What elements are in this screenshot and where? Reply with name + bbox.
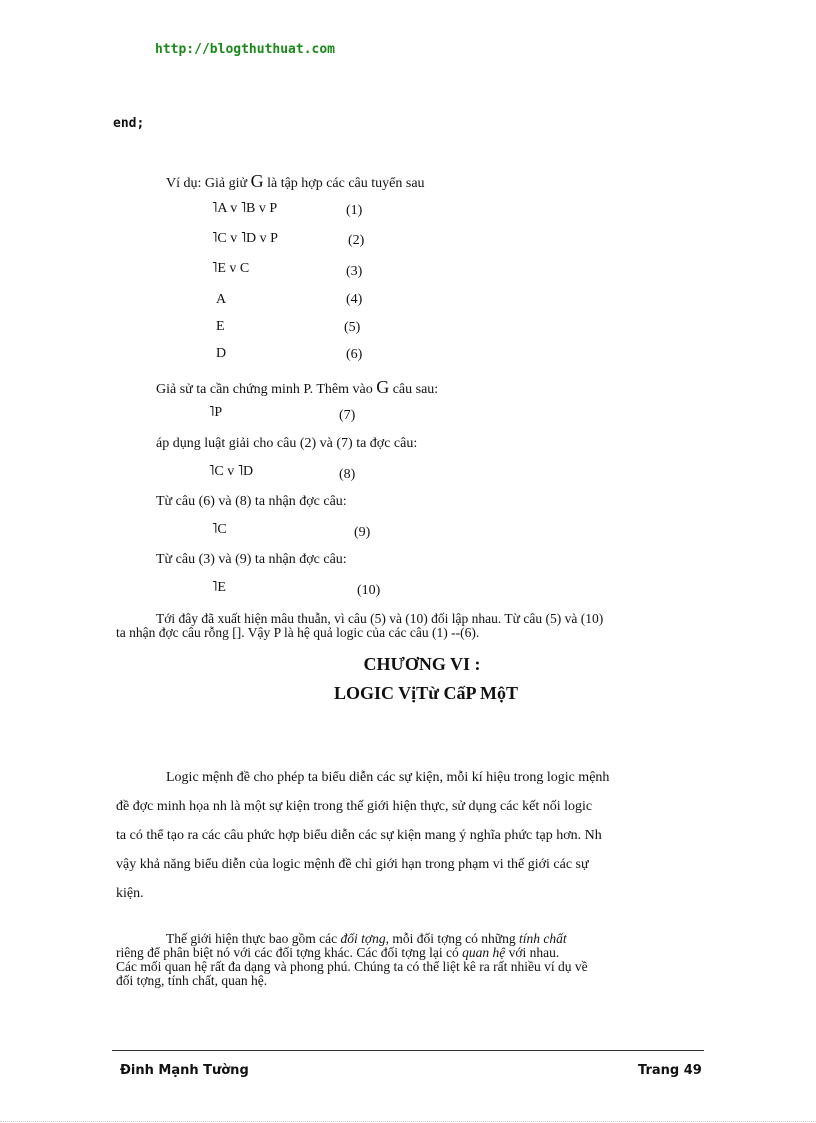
code-end-statement: end; — [113, 116, 145, 131]
example-intro-tail: là tập hợp các câu tuyển sau — [267, 176, 425, 191]
step-7: ˥P — [209, 405, 223, 420]
proof-line-2: áp dụng luật giải cho câu (2) và (7) ta đợc câu: — [156, 436, 418, 451]
proof-line-3: Từ câu (6) và (8) ta nhận đợc câu: — [156, 494, 347, 509]
paragraph-2-text: , mỗi đối tợng có những — [385, 931, 516, 946]
step-9-label: (9) — [354, 525, 371, 540]
clause-3-label: (3) — [346, 264, 363, 279]
clause-4-label: (4) — [346, 292, 363, 307]
clause-3: ˥E v C — [212, 261, 250, 276]
step-8-label: (8) — [339, 467, 356, 482]
step-7-label: (7) — [339, 408, 356, 423]
footer-author: Đinh Mạnh Tường — [120, 1063, 249, 1078]
example-intro-text: Ví dụ: Giả giử — [166, 176, 248, 191]
conclusion-line-1: Tới đây đã xuất hiện mâu thuẫn, vì câu (5) và (10) đối lập nhau. Từ câu (5) và (10) — [156, 611, 604, 626]
set-g-symbol: G — [250, 171, 264, 191]
step-10-label: (10) — [357, 583, 381, 598]
conclusion-line-2: ta nhận đợc câu rỗng []. Vậy P là hệ quả logic của các câu (1) --(6). — [116, 625, 480, 640]
paragraph-2-text: Thế giới hiện thực bao gồm các — [166, 931, 338, 946]
proof-line-1-tail: câu sau: — [392, 382, 439, 397]
clause-4: A — [216, 292, 227, 307]
term-relations: quan hệ — [462, 945, 506, 960]
chapter-title: LOGIC VịTừ CấP MộT — [334, 683, 518, 703]
proof-line-4: Từ câu (3) và (9) ta nhận đợc câu: — [156, 552, 347, 567]
footer-page-number: Trang 49 — [638, 1063, 702, 1078]
proof-line-1-text: Giả sử ta cần chứng minh P. Thêm vào — [156, 382, 373, 397]
step-8: ˥C v ˥D — [209, 464, 254, 479]
footer-divider — [112, 1050, 704, 1051]
clause-2: ˥C v ˥D v P — [212, 231, 278, 246]
paragraph-1-line-2: đề đợc minh họa nh là một sự kiện trong thế giới hiện thực, sử dụng các kết nối logic — [116, 799, 593, 814]
clause-1-label: (1) — [346, 203, 363, 218]
clause-5: E — [216, 319, 225, 334]
chapter-number: CHƯƠNG VI : — [363, 654, 481, 674]
page-bottom-edge — [0, 1121, 816, 1122]
term-objects: đối tợng — [340, 931, 386, 946]
paragraph-1-line-3: ta có thể tạo ra các câu phức hợp biểu diễn các sự kiện mang ý nghĩa phức tạp hơn. Nh — [116, 828, 602, 843]
paragraph-2-text: với nhau. — [508, 945, 560, 960]
paragraph-1-line-4: vậy khả năng biểu diễn của logic mệnh đề chỉ giới hạn trong phạm vi thế giới các sự — [116, 857, 589, 872]
set-g-symbol: G — [376, 377, 390, 397]
paragraph-2-line-4: đối tợng, tính chất, quan hệ. — [116, 973, 268, 988]
example-intro — [166, 171, 425, 192]
clause-6: D — [216, 346, 227, 361]
paragraph-1-line-1: Logic mệnh đề cho phép ta biểu diễn các sự kiện, mỗi kí hiệu trong logic mệnh — [166, 770, 610, 785]
step-9: ˥C — [212, 522, 227, 537]
clause-2-label: (2) — [348, 233, 365, 248]
proof-line-1 — [156, 377, 438, 398]
clause-6-label: (6) — [346, 347, 363, 362]
paragraph-1-line-5: kiện. — [116, 886, 144, 901]
step-10: ˥E — [212, 580, 226, 595]
header-url[interactable]: http://blogthuthuat.com — [155, 42, 336, 57]
paragraph-2-line-3: Các mối quan hệ rất đa dạng và phong phú. Chúng ta có thể liệt kê ra rất nhiều ví dụ về — [116, 959, 588, 974]
clause-5-label: (5) — [344, 320, 361, 335]
clause-1: ˥A v ˥B v P — [212, 201, 278, 216]
term-properties: tính chất — [518, 931, 567, 946]
paragraph-2-text: riêng để phân biệt nó với các đối tợng khác. Các đối tợng lại có — [116, 945, 459, 960]
